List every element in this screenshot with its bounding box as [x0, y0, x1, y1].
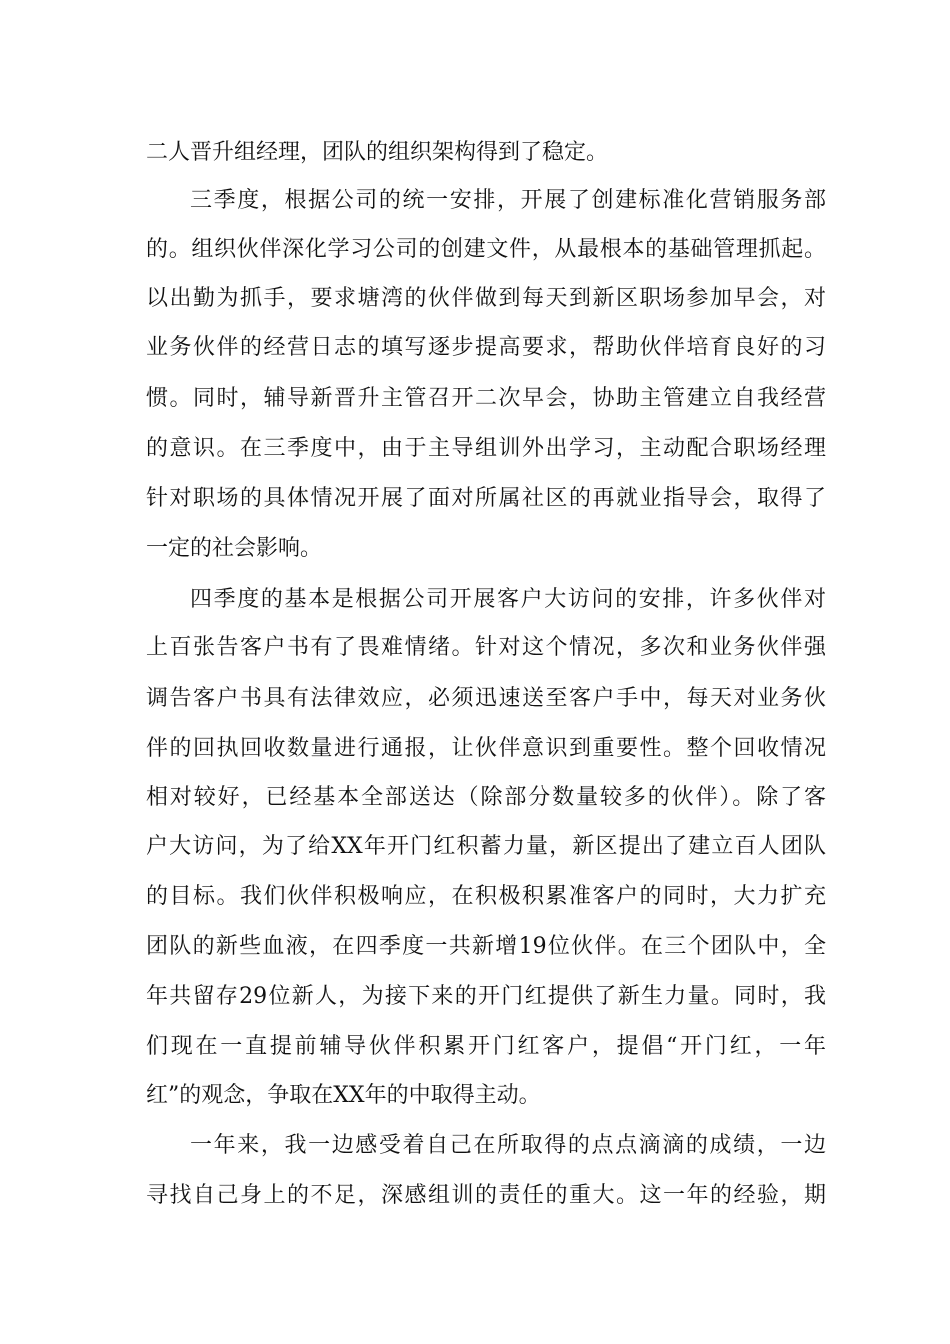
- text-line: 的。组织伙伴深化学习公司的创建文件，从最根本的基础管理抓起。: [146, 237, 826, 262]
- text-line: 相对较好，已经基本全部送达（除部分数量较多的伙伴）。除了客: [146, 785, 826, 810]
- paragraph-start-line: 一年来，我一边感受着自己在所取得的点点滴滴的成绩，一边: [190, 1133, 826, 1158]
- text-line: 上百张告客户书有了畏难情绪。针对这个情况，多次和业务伙伴强: [146, 635, 826, 660]
- text-line: 调告客户书具有法律效应，必须迅速送至客户手中，每天对业务伙: [146, 686, 826, 711]
- text-line: 伴的回执回收数量进行通报，让伙伴意识到重要性。整个回收情况: [146, 736, 826, 761]
- text-line: 业务伙伴的经营日志的填写逐步提高要求，帮助伙伴培育良好的习: [146, 335, 826, 360]
- text-line: 寻找自己身上的不足，深感组训的责任的重大。这一年的经验，期: [146, 1183, 826, 1208]
- text-line: 们现在一直提前辅导伙伴积累开门红客户，提倡“开门红，一年: [146, 1034, 826, 1059]
- paragraph-start-line: 四季度的基本是根据公司开展客户大访问的安排，许多伙伴对: [190, 587, 826, 612]
- paragraph-start-line: 三季度，根据公司的统一安排，开展了创建标准化营销服务部: [190, 188, 826, 213]
- text-line: 团队的新些血液，在四季度一共新增19位伙伴。在三个团队中，全: [146, 934, 826, 959]
- text-line: 针对职场的具体情况开展了面对所属社区的再就业指导会，取得了: [146, 486, 826, 511]
- text-line: 二人晋升组经理，团队的组织架构得到了稳定。: [146, 140, 609, 165]
- text-line: 的意识。在三季度中，由于主导组训外出学习，主动配合职场经理: [146, 436, 826, 461]
- text-line: 年共留存29位新人，为接下来的开门红提供了新生力量。同时，我: [146, 984, 826, 1009]
- text-line: 红”的观念，争取在XX年的中取得主动。: [146, 1083, 541, 1108]
- text-line: 以出勤为抓手，要求塘湾的伙伴做到每天到新区职场参加早会，对: [146, 286, 826, 311]
- text-line: 惯。同时，辅导新晋升主管召开二次早会，协助主管建立自我经营: [146, 386, 826, 411]
- text-line: 的目标。我们伙伴积极响应，在积极积累准客户的同时，大力扩充: [146, 884, 826, 909]
- text-line: 一定的社会影响。: [146, 536, 323, 561]
- text-line: 户大访问，为了给XX年开门红积蓄力量，新区提出了建立百人团队: [146, 834, 826, 859]
